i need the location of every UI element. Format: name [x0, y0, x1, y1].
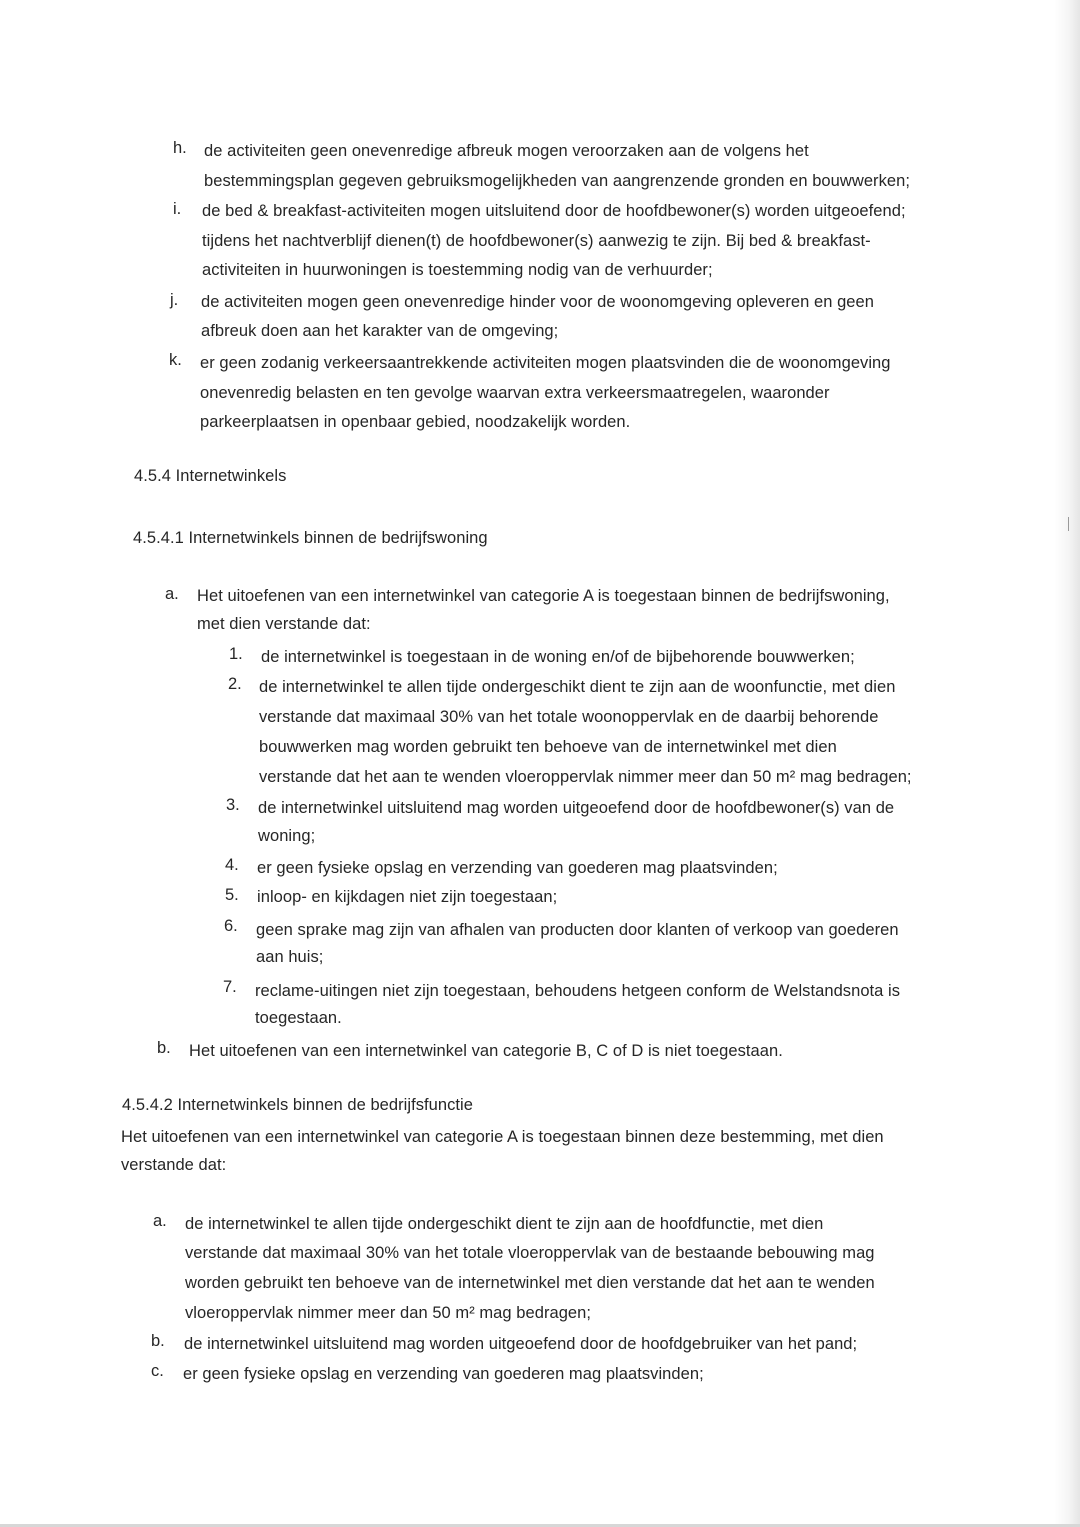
list-marker: 6.	[224, 917, 238, 935]
text-line: verstande dat maximaal 30% van het totale woonoppervlak en de daarbij behorende	[259, 708, 879, 726]
intro-line: verstande dat:	[121, 1156, 227, 1174]
text-line: reclame-uitingen niet zijn toegestaan, behoudens hetgeen conform de Welstandsnota is	[255, 982, 901, 1000]
text-line: de internetwinkel uitsluitend mag worden uitgeoefend door de hoofdbewoner(s) van de	[258, 799, 895, 817]
list-marker: 7.	[223, 978, 237, 996]
text-line: vloeroppervlak nimmer meer dan 50 m² mag bedragen;	[185, 1304, 592, 1322]
text-line: met dien verstande dat:	[197, 615, 371, 633]
text-line: worden gebruikt ten behoeve van de internetwinkel met dien verstande dat het aan te wenden	[185, 1274, 875, 1292]
text-line: verstande dat het aan te wenden vloeroppervlak nimmer meer dan 50 m² mag bedragen;	[259, 768, 912, 786]
text-line: er geen zodanig verkeersaantrekkende activiteiten mogen plaatsvinden die de woonomgeving	[200, 354, 891, 372]
list-marker: k.	[169, 351, 182, 369]
text-line: de internetwinkel te allen tijde ondergeschikt dient te zijn aan de woonfunctie, met dien	[259, 678, 896, 696]
list-marker: 4.	[225, 856, 239, 874]
section-heading-4-5-4-2: 4.5.4.2 Internetwinkels binnen de bedrijfsfunctie	[122, 1096, 474, 1114]
list-marker: 1.	[229, 645, 243, 663]
text-line: de bed & breakfast-activiteiten mogen uitsluitend door de hoofdbewoner(s) worden uitgeoefend;	[202, 202, 906, 220]
text-line: aan huis;	[256, 948, 324, 966]
text-line: de internetwinkel te allen tijde ondergeschikt dient te zijn aan de hoofdfunctie, met dien	[185, 1215, 824, 1233]
text-line: de activiteiten geen onevenredige afbreuk mogen veroorzaken aan de volgens het	[204, 142, 809, 160]
text-line: Het uitoefenen van een internetwinkel van categorie A is toegestaan binnen de bedrijfswoning,	[197, 587, 890, 605]
text-line: inloop- en kijkdagen niet zijn toegestaan;	[257, 888, 558, 906]
text-line: er geen fysieke opslag en verzending van goederen mag plaatsvinden;	[183, 1365, 704, 1383]
list-marker: a.	[153, 1212, 167, 1230]
list-marker: b.	[151, 1332, 165, 1350]
text-line: de internetwinkel is toegestaan in de woning en/of de bijbehorende bouwwerken;	[261, 648, 855, 666]
text-line: bestemmingsplan gegeven gebruiksmogelijkheden van aangrenzende gronden en bouwwerken;	[204, 172, 910, 190]
list-marker: j.	[170, 291, 179, 309]
text-line: activiteiten in huurwoningen is toestemming nodig van de verhuurder;	[202, 261, 713, 279]
text-line: er geen fysieke opslag en verzending van goederen mag plaatsvinden;	[257, 859, 778, 877]
text-line: woning;	[258, 827, 316, 845]
text-line: Het uitoefenen van een internetwinkel van categorie B, C of D is niet toegestaan.	[189, 1042, 783, 1060]
text-line: de internetwinkel uitsluitend mag worden uitgeoefend door de hoofdgebruiker van het pand;	[184, 1335, 858, 1353]
list-marker: a.	[165, 585, 179, 603]
scan-shadow-edge	[1054, 0, 1080, 1527]
text-line: afbreuk doen aan het karakter van de omgeving;	[201, 322, 559, 340]
text-line: parkeerplaatsen in openbaar gebied, noodzakelijk worden.	[200, 413, 631, 431]
text-line: toegestaan.	[255, 1009, 342, 1027]
section-heading-4-5-4: 4.5.4 Internetwinkels	[134, 467, 287, 485]
intro-line: Het uitoefenen van een internetwinkel van categorie A is toegestaan binnen deze bestemming, met dien	[121, 1128, 884, 1146]
text-line: geen sprake mag zijn van afhalen van producten door klanten of verkoop van goederen	[256, 921, 899, 939]
list-marker: 2.	[228, 675, 242, 693]
section-heading-4-5-4-1: 4.5.4.1 Internetwinkels binnen de bedrijfswoning	[133, 529, 488, 547]
scan-edge-mark	[1068, 517, 1069, 531]
list-marker: 5.	[225, 886, 239, 904]
list-marker: i.	[173, 200, 182, 218]
text-line: de activiteiten mogen geen onevenredige hinder voor de woonomgeving opleveren en geen	[201, 293, 874, 311]
text-line: verstande dat maximaal 30% van het totale vloeroppervlak van de bestaande bebouwing mag	[185, 1244, 875, 1262]
text-line: bouwwerken mag worden gebruikt ten behoeve van de internetwinkel met dien	[259, 738, 837, 756]
text-line: tijdens het nachtverblijf dienen(t) de hoofdbewoner(s) aanwezig te zijn. Bij bed & breakfast-	[202, 232, 871, 250]
list-marker: c.	[151, 1362, 164, 1380]
list-marker: 3.	[226, 796, 240, 814]
list-marker: h.	[173, 139, 187, 157]
text-line: onevenredig belasten en ten gevolge waarvan extra verkeersmaatregelen, waaronder	[200, 384, 830, 402]
list-marker: b.	[157, 1039, 171, 1057]
